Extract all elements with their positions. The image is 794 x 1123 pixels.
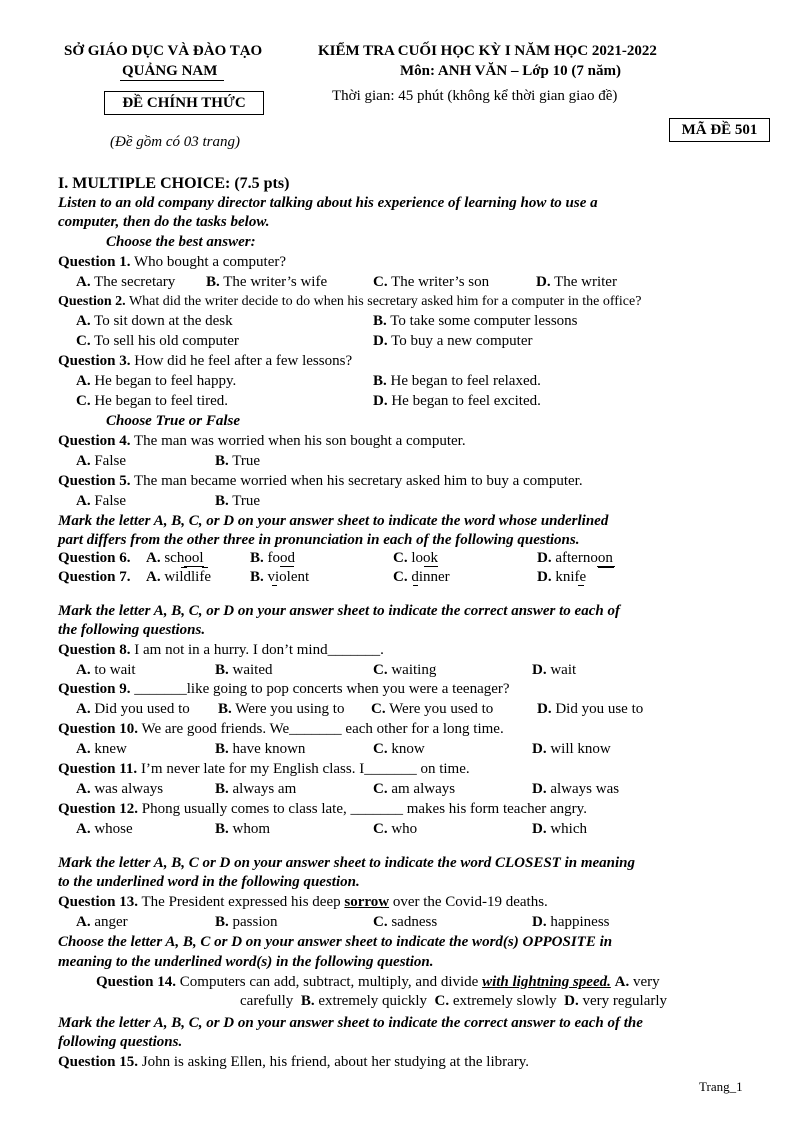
q8-option-a: A. to wait	[76, 662, 136, 678]
time-line: Thời gian: 45 phút (không kể thời gian giao đề)	[332, 88, 618, 104]
q6-label: Question 6.	[58, 550, 131, 566]
q12-option-b: B. whom	[215, 821, 271, 837]
question-4: Question 4. The man was worried when his son bought a computer.	[58, 433, 466, 449]
page-number: Trang_1	[699, 1079, 743, 1094]
q10-option-d: D. will know	[532, 741, 611, 757]
section-title: I. MULTIPLE CHOICE: (7.5 pts)	[58, 175, 290, 192]
q4-option-a: A. False	[76, 453, 127, 469]
q11-option-c: C. am always	[373, 781, 456, 797]
q7-d-mark	[598, 567, 614, 568]
q9-option-b: B. Were you using to	[218, 701, 345, 717]
closest-instruction-2: to the underlined word in the following question.	[58, 874, 360, 890]
official-box: ĐỀ CHÍNH THỨC	[104, 91, 264, 115]
exam-title: KIỂM TRA CUỐI HỌC KỲ I NĂM HỌC 2021-2022	[318, 43, 657, 59]
q13-underlined-word: sorrow	[344, 894, 390, 910]
q14-options: carefully B. extremely quickly C. extremely slowly D. very regularly	[240, 993, 668, 1009]
q10-option-c: C. know	[373, 741, 425, 757]
q6-c-underline	[424, 566, 438, 567]
opposite-instruction-1: Choose the letter A, B, C or D on your answer sheet to indicate the word(s) OPPOSITE in	[58, 934, 613, 950]
q9-option-a: A. Did you used to	[76, 701, 190, 717]
q9-option-c: C. Were you used to	[371, 701, 494, 717]
question-10: Question 10. We are good friends. We_______ each other for a long time.	[58, 721, 504, 737]
q13-option-c: C. sadness	[373, 914, 438, 930]
q6-option-a: A. school	[146, 550, 204, 566]
q12-option-c: C. who	[373, 821, 418, 837]
q7-label: Question 7.	[58, 569, 131, 585]
q11-option-b: B. always am	[215, 781, 297, 797]
q14-underlined-phrase: with lightning speed.	[482, 974, 611, 990]
q3-option-c: C. He began to feel tired.	[76, 393, 229, 409]
question-9: Question 9. _______like going to pop concerts when you were a teenager?	[58, 681, 510, 697]
question-3: Question 3. How did he feel after a few lessons?	[58, 353, 353, 369]
q7-option-a: A. wildlife	[146, 569, 211, 585]
q3-option-b: B. He began to feel relaxed.	[373, 373, 541, 389]
q12-option-a: A. whose	[76, 821, 133, 837]
question-13: Question 13. The President expressed his deep sorrow over the Covid-19 deaths.	[58, 894, 548, 910]
dept-name: SỞ GIÁO DỤC VÀ ĐÀO TẠO	[64, 43, 263, 59]
correct-answer-instruction-2: the following questions.	[58, 622, 206, 638]
q7-a-mark-1	[181, 567, 187, 568]
q7-c-underline	[413, 585, 418, 586]
subject-line: Môn: ANH VĂN – Lớp 10 (7 năm)	[400, 63, 621, 79]
q7-option-b: B. violent	[250, 569, 310, 585]
q8-option-c: C. waiting	[373, 662, 437, 678]
closest-instruction-1: Mark the letter A, B, C or D on your answer sheet to indicate the word CLOSEST in meaning	[58, 855, 636, 871]
pages-note: (Đề gồm có 03 trang)	[110, 134, 240, 150]
q6-option-b: B. food	[250, 550, 296, 566]
q13-option-b: B. passion	[215, 914, 278, 930]
q6-b-underline	[280, 566, 294, 567]
pronunciation-instruction-2: part differs from the other three in pronunciation in each of the following questions.	[58, 532, 580, 548]
question-1	[58, 253, 286, 272]
q1-text: Who bought a computer?	[134, 254, 287, 270]
q5-option-a: A. False	[76, 493, 127, 509]
q6-a-underline	[184, 566, 204, 567]
q3-option-d: D. He began to feel excited.	[373, 393, 541, 409]
q1-label: Question 1.	[58, 254, 131, 270]
q9-option-d: D. Did you use to	[537, 701, 644, 717]
correct-answer-instruction-3: Mark the letter A, B, C, or D on your answer sheet to indicate the correct answer to each of the	[58, 1015, 643, 1031]
q7-a-mark-2	[202, 567, 208, 568]
q2-option-b: B. To take some computer lessons	[373, 313, 578, 329]
choose-best-heading: Choose the best answer:	[106, 234, 256, 250]
question-2: Question 2. What did the writer decide to do when his secretary asked him for a computer in the office?	[58, 294, 642, 309]
question-15: Question 15. John is asking Ellen, his friend, about her studying at the library.	[58, 1054, 530, 1070]
listen-instruction-2: computer, then do the tasks below.	[58, 214, 270, 230]
q1-option-c: C. The writer’s son	[373, 274, 490, 290]
q4-option-b: B. True	[215, 453, 261, 469]
q8-option-b: B. waited	[215, 662, 273, 678]
q2-option-d: D. To buy a new computer	[373, 333, 533, 349]
question-11: Question 11. I’m never late for my English class. I_______ on time.	[58, 761, 470, 777]
province-name: QUẢNG NAM	[122, 63, 218, 79]
q3-option-a: A. He began to feel happy.	[76, 373, 237, 389]
question-12: Question 12. Phong usually comes to class late, _______ makes his form teacher angry.	[58, 801, 587, 817]
q13-option-a: A. anger	[76, 914, 128, 930]
question-5: Question 5. The man became worried when his secretary asked him to buy a computer.	[58, 473, 583, 489]
q13-option-d: D. happiness	[532, 914, 610, 930]
q10-option-b: B. have known	[215, 741, 306, 757]
q7-d-underline	[578, 585, 584, 586]
opposite-instruction-2: meaning to the underlined word(s) in the following question.	[58, 954, 434, 970]
q12-option-d: D. which	[532, 821, 588, 837]
province-underline	[120, 80, 224, 81]
pronunciation-instruction-1: Mark the letter A, B, C, or D on your answer sheet to indicate the word whose underlined	[58, 513, 609, 529]
listen-instruction-1: Listen to an old company director talking about his experience of learning how to use a	[58, 195, 598, 211]
q6-option-c: C. look	[393, 550, 439, 566]
q7-b-underline	[272, 585, 277, 586]
exam-code-box: MÃ ĐỀ 501	[669, 118, 770, 142]
q7-option-c: C. dinner	[393, 569, 450, 585]
question-14: Question 14. Computers can add, subtract, multiply, and divide with lightning speed. A. very	[96, 974, 660, 990]
q7-option-d: D. knife	[537, 569, 587, 585]
q2-option-a: A. To sit down at the desk	[76, 313, 233, 329]
q5-option-b: B. True	[215, 493, 261, 509]
q11-option-d: D. always was	[532, 781, 620, 797]
q1-option-b: B. The writer’s wife	[206, 274, 328, 290]
correct-answer-instruction-1: Mark the letter A, B, C, or D on your answer sheet to indicate the correct answer to each of	[58, 603, 620, 619]
q1-option-a: A. The secretary	[76, 274, 176, 290]
true-false-heading: Choose True or False	[106, 413, 241, 429]
correct-answer-instruction-4: following questions.	[58, 1034, 183, 1050]
q8-option-d: D. wait	[532, 662, 577, 678]
q1-option-d: D. The writer	[536, 274, 617, 290]
q6-option-d: D. afternoon	[537, 550, 613, 566]
q11-option-a: A. was always	[76, 781, 164, 797]
q2-option-c: C. To sell his old computer	[76, 333, 239, 349]
question-8: Question 8. I am not in a hurry. I don’t mind_______.	[58, 642, 384, 658]
q10-option-a: A. knew	[76, 741, 127, 757]
